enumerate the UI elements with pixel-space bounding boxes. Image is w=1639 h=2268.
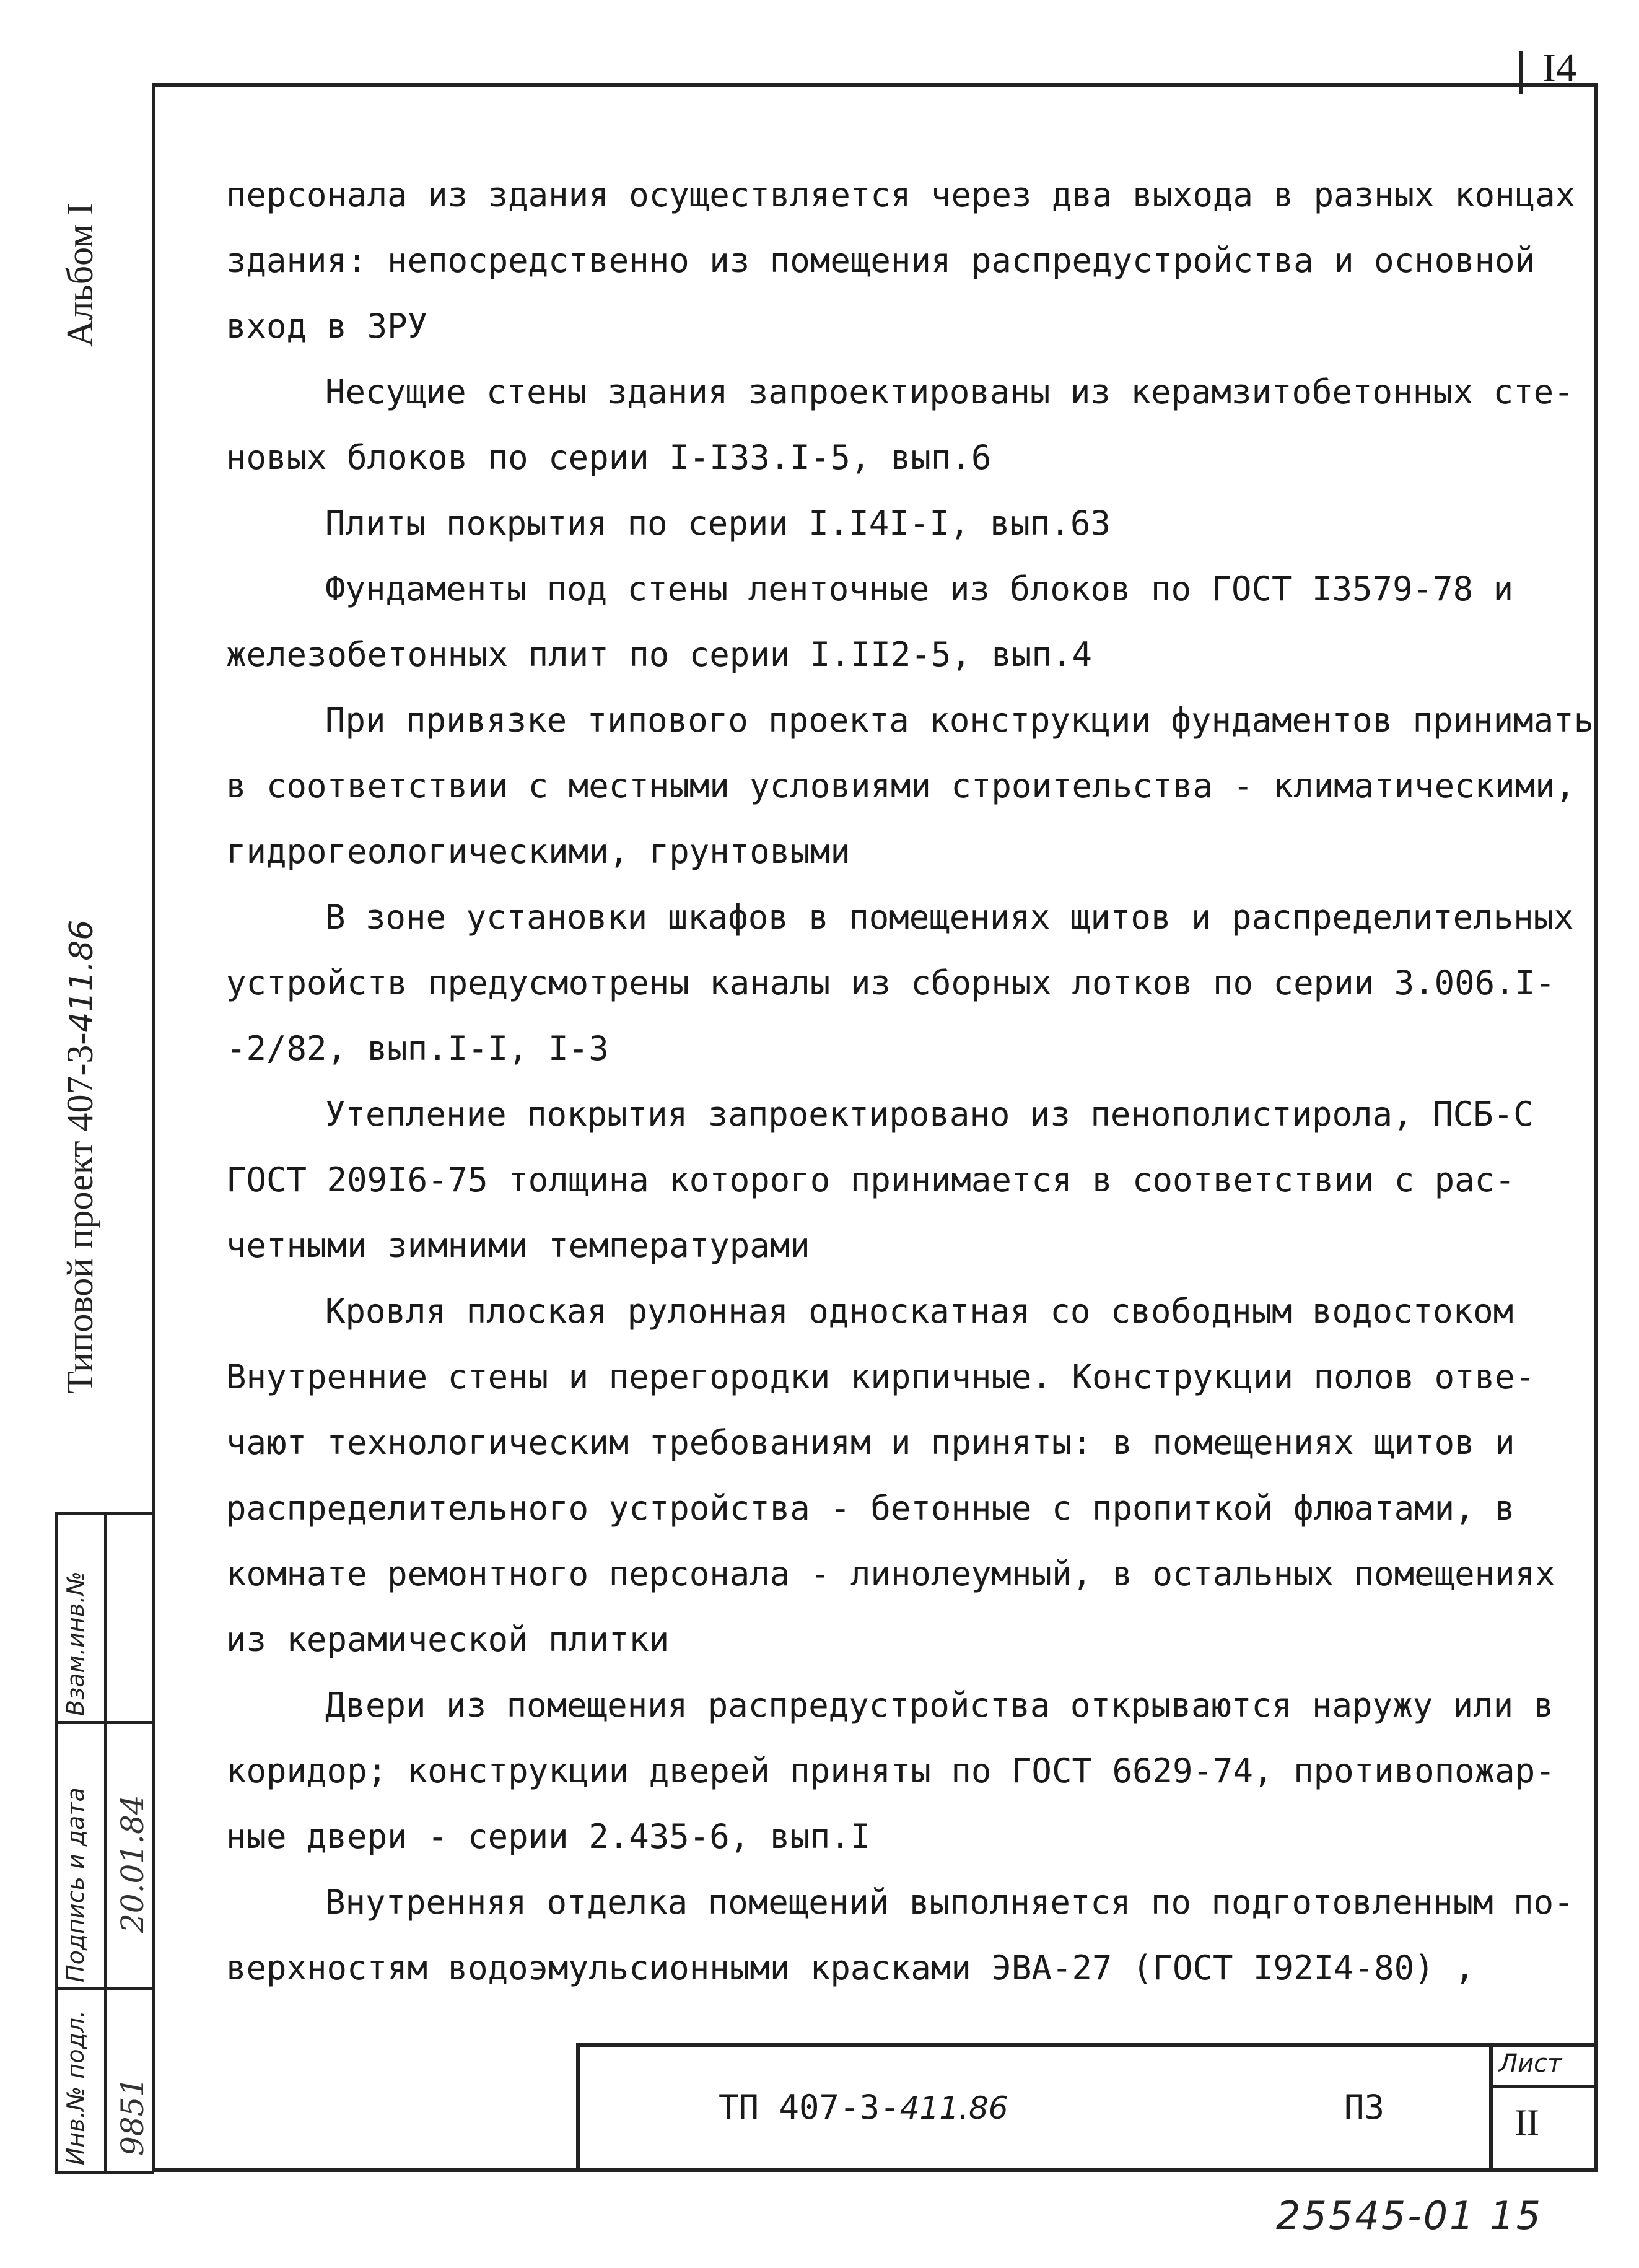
- text-line: четными зимними температурами: [226, 1226, 810, 1265]
- stamp-line: [55, 1721, 154, 1724]
- stamp-inventory-number: 9851: [115, 2077, 151, 2156]
- title-block-border: [576, 2043, 1598, 2047]
- text-line: коридор; конструкции дверей приняты по ГОСТ 6629-74, противопожар-: [226, 1751, 1555, 1790]
- text-line: комнате ремонтного персонала - линолеумный, в остальных помещениях: [226, 1554, 1555, 1593]
- sheet-number: II: [1514, 2102, 1539, 2143]
- text-line: распределительного устройства - бетонные с пропиткой флюатами, в: [226, 1489, 1515, 1528]
- text-line: Внутренние стены и перегородки кирпичные. Конструкции полов отве-: [226, 1357, 1536, 1396]
- frame-left-border: [152, 83, 155, 2172]
- text-line: Утепление покрытия запроектировано из пенополистирола, ПСБ-С: [325, 1095, 1534, 1134]
- page-number-divider: [1519, 51, 1523, 94]
- text-line: чают технологическим требованиям и приняты: в помещениях щитов и: [226, 1423, 1515, 1462]
- stamp-label-inventory: Инв.№ подл.: [62, 2010, 89, 2165]
- project-label-handwritten: 411.86: [63, 919, 100, 1033]
- text-line: Плиты покрытия по серии I.I4I-I, вып.63: [325, 504, 1111, 543]
- text-line: Двери из помещения распредустройства открываются наружу или в: [325, 1686, 1554, 1725]
- text-line: ные двери - серии 2.435-6, вып.I: [226, 1817, 871, 1856]
- sheet-label: Лист: [1499, 2049, 1562, 2078]
- text-line: железобетонных плит по серии I.II2-5, вып.4: [226, 635, 1092, 674]
- text-line: верхностям водоэмульсионными красками ЭВА-27 (ГОСТ I92I4-80) ,: [226, 1948, 1475, 1987]
- stamp-label-signature-date: Подпись и дата: [62, 1787, 89, 1982]
- stamp-line: [55, 1512, 154, 1515]
- text-line: гидрогеологическими, грунтовыми: [226, 832, 850, 871]
- frame-bottom-border: [152, 2168, 1598, 2172]
- text-line: из керамической плитки: [226, 1620, 670, 1659]
- stamp-line: [104, 1512, 107, 2174]
- text-line: персонала из здания осуществляется через два выхода в разных концах: [226, 175, 1576, 214]
- frame-top-border: [152, 83, 1598, 87]
- title-block-border: [576, 2043, 580, 2172]
- stamp-line: [55, 2171, 154, 2174]
- page-number: I4: [1542, 45, 1576, 90]
- title-block-border: [1489, 2043, 1493, 2172]
- text-line: Внутренняя отделка помещений выполняется по подготовленным по-: [325, 1883, 1574, 1922]
- document-code-handwritten: 411.86: [899, 2090, 1008, 2126]
- document-code: [719, 2088, 1008, 2127]
- text-line: в соответствии с местными условиями строительства - климатическими,: [226, 766, 1576, 805]
- stamp-label-replacement: Взам.инв.№: [62, 1571, 89, 1716]
- text-line: ГОСТ 209I6-75 толщина которого принимается в соответствии с рас-: [226, 1160, 1515, 1199]
- text-line: При привязке типового проекта конструкции фундаментов принимать: [325, 701, 1594, 740]
- document-code-prefix: ТП 407-3-: [719, 2088, 900, 2127]
- section-code: ПЗ: [1344, 2088, 1385, 2127]
- text-line: здания: непосредственно из помещения распредустройства и основной: [226, 241, 1536, 280]
- project-label: [59, 920, 102, 1394]
- text-line: устройств предусмотрены каналы из сборных лотков по серии 3.006.I-: [226, 963, 1555, 1002]
- text-line: новых блоков по серии I-I33.I-5, вып.6: [226, 438, 992, 477]
- text-line: Несущие стены здания запроектированы из керамзитобетонных сте-: [325, 372, 1574, 411]
- body-text: [226, 162, 1594, 2001]
- text-line: В зоне установки шкафов в помещениях щитов и распределительных: [325, 898, 1574, 937]
- archive-number: 25545-01 15: [1276, 2193, 1543, 2238]
- frame-right-border: [1594, 83, 1598, 2172]
- stamp-line: [55, 1987, 154, 1990]
- text-line: вход в ЗРУ: [226, 307, 428, 346]
- text-line: Фундаменты под стены ленточные из блоков по ГОСТ I3579-78 и: [325, 569, 1514, 608]
- text-line: -2/82, вып.I-I, I-3: [226, 1029, 609, 1068]
- project-label-prefix: Типовой проект 407-3-: [59, 1032, 100, 1394]
- album-label: Альбом I: [59, 203, 100, 347]
- title-block-border: [1489, 2085, 1598, 2088]
- stamp-date: 20.01.84: [115, 1795, 151, 1933]
- text-line: Кровля плоская рулонная односкатная со свободным водостоком: [325, 1292, 1514, 1331]
- stamp-line: [55, 1512, 58, 2174]
